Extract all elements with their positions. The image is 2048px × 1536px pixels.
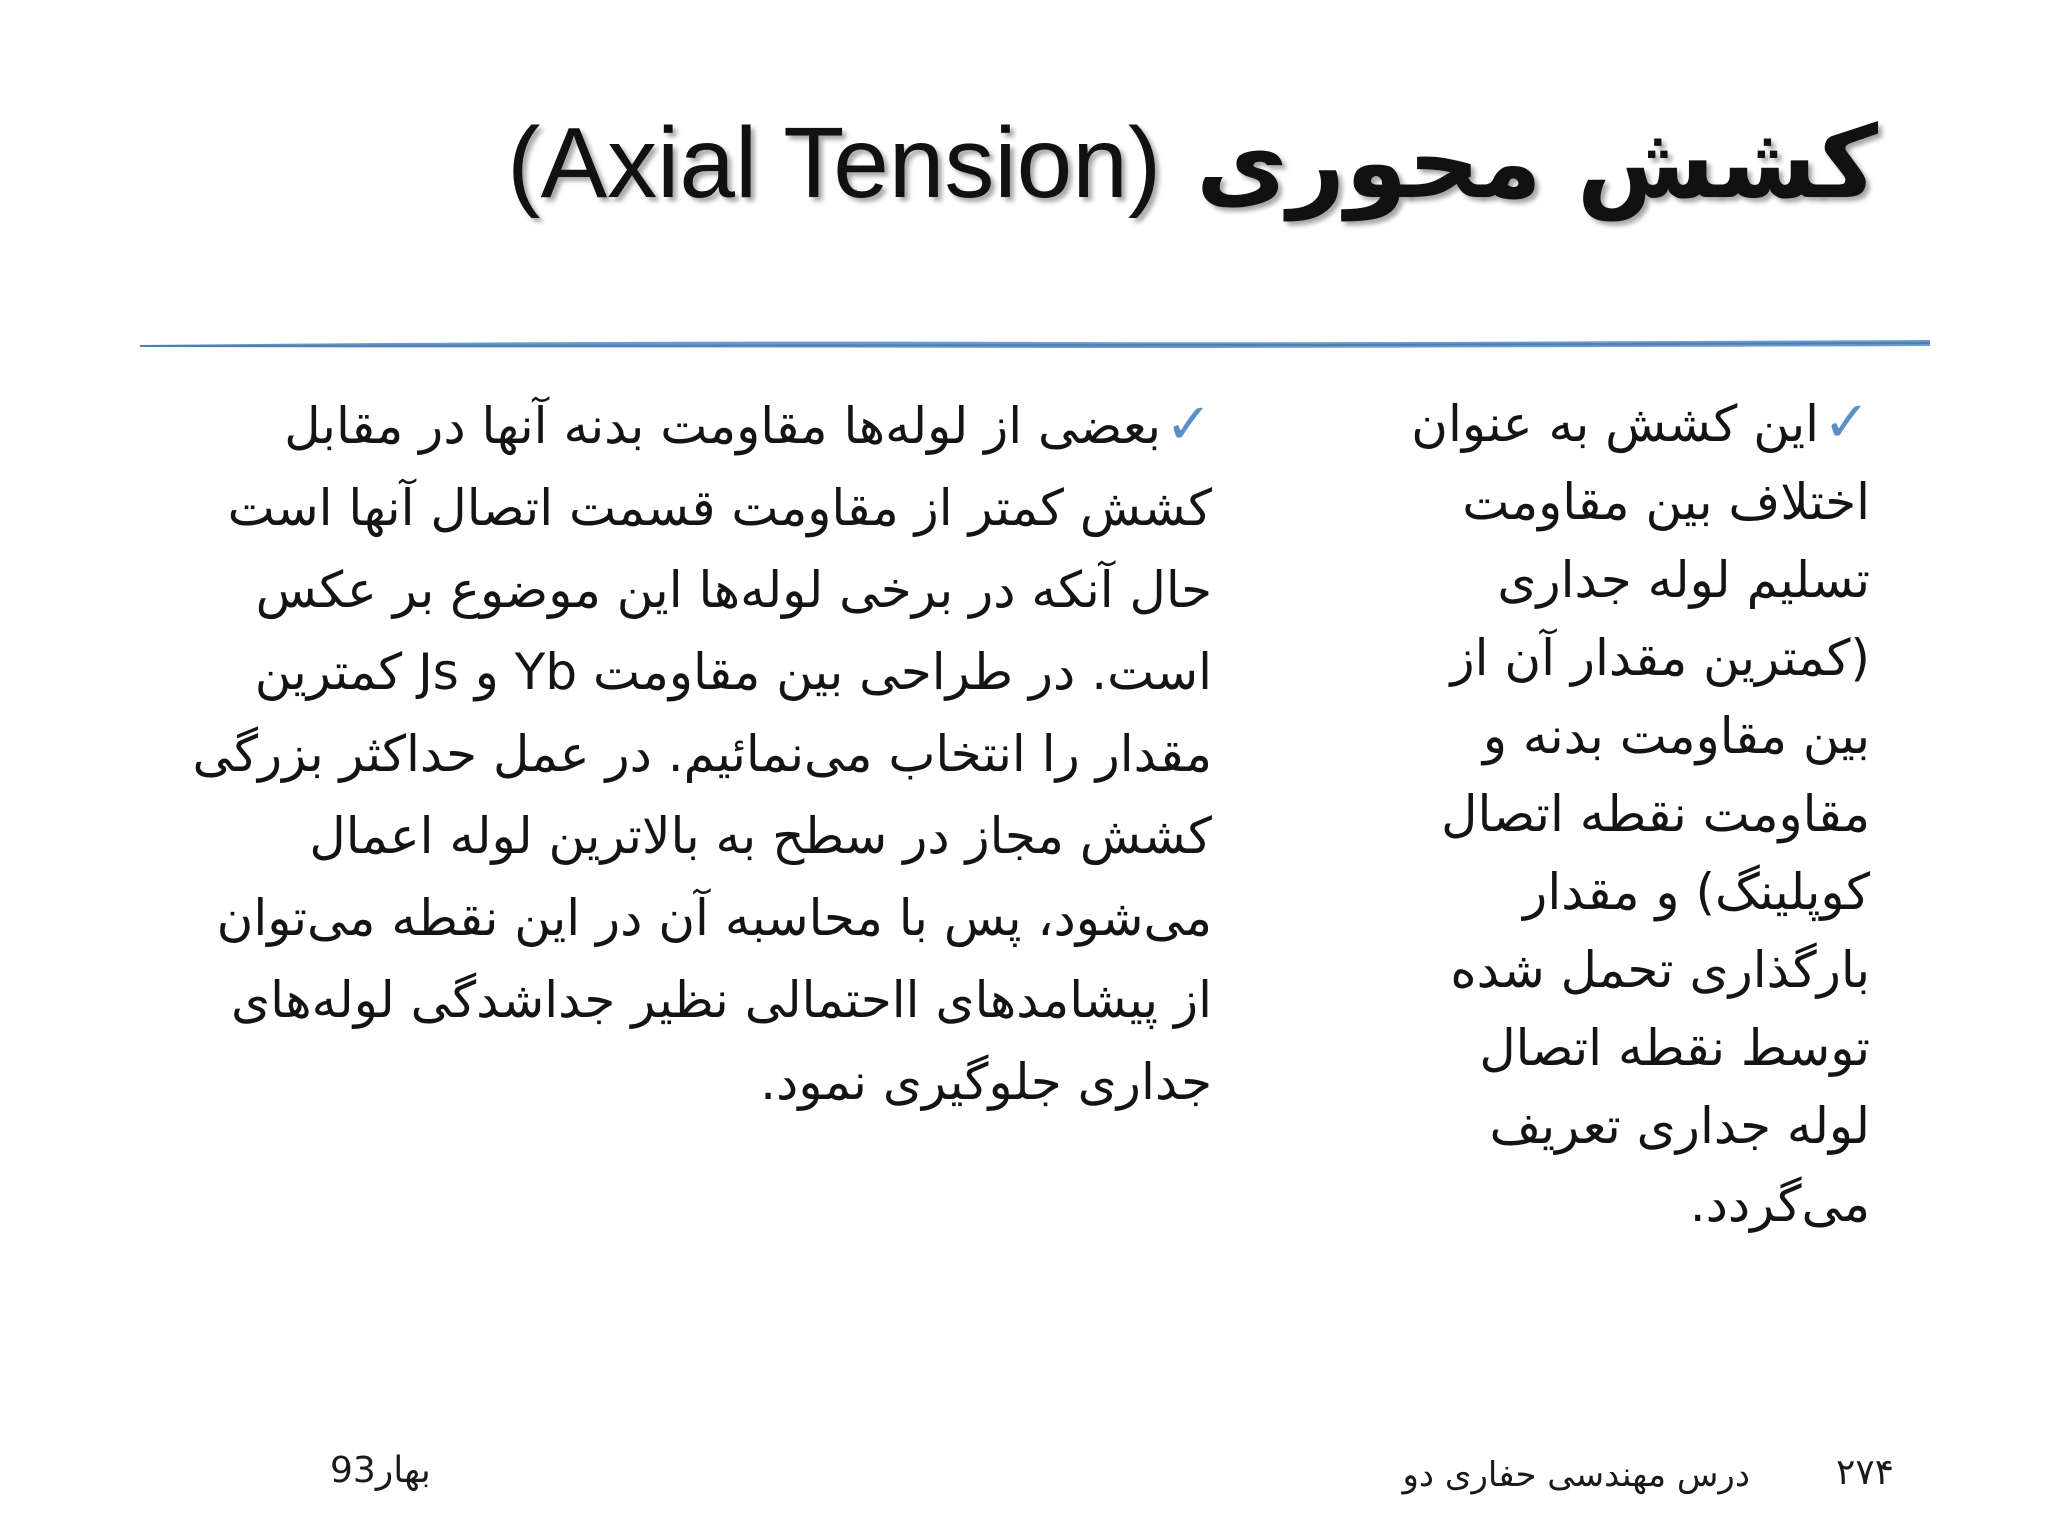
title-divider	[140, 337, 1930, 351]
checkmark-icon: ✓	[1823, 390, 1870, 455]
checkmark-icon: ✓	[1165, 392, 1212, 457]
title-english: (Axial Tension)	[507, 107, 1162, 219]
left-column-bullet	[172, 384, 1212, 1123]
slide-title	[228, 88, 1878, 238]
footer-course-name: درس مهندسی حفاری دو	[1402, 1455, 1750, 1495]
right-column-text: این کشش به عنوان اختلاف بین مقاومت تسلیم لوله جداری (کمترین مقدار آن از بین مقاومت بدنه و مقاومت نقطه اتصال کوپلینگ) و مقدار بارگذاری تحمل شده توسط نقطه اتصال لوله جداری تعریف می‌گردد.	[1411, 395, 1870, 1233]
left-column-text: بعضی از لوله‌ها مقاومت بدنه آنها در مقابل کشش کمتر از مقاومت قسمت اتصال آنها است حال آنکه در برخی لوله‌ها این موضوع بر عکس است. در طراحی بین مقاومت Yb و Js کمترین مقدار را انتخاب می‌نمائیم. در عمل حداکثر بزرگی کشش مجاز در سطح به بالاترین لوله اعمال می‌شود، پس با محاسبه آن در این نقطه می‌توان از پیشامدهای ااحتمالی نظیر جداشدگی لوله‌های جداری جلوگیری نمود.	[192, 397, 1212, 1111]
title-persian: کشش محوری	[1196, 104, 1878, 221]
right-column-bullet	[1388, 384, 1870, 1243]
page-number: ۲۷۴	[1835, 1452, 1894, 1493]
footer-term: بهار93	[330, 1450, 431, 1491]
